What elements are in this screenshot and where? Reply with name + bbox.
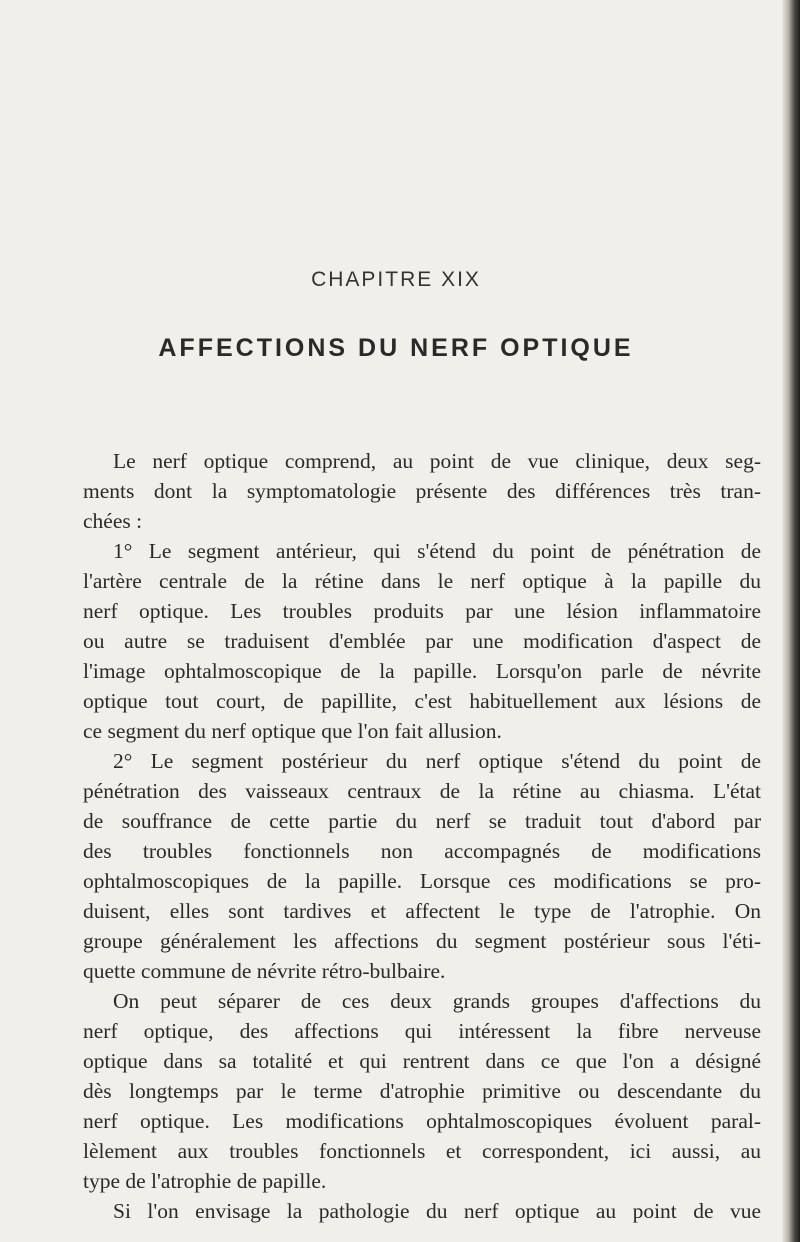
text-line: Le nerf optique comprend, au point de vue clinique, deux seg- — [113, 449, 761, 473]
text-line: pénétration des vaisseaux centraux de la rétine au chiasma. L'état — [83, 779, 761, 803]
text-line: optique dans sa totalité et qui rentrent dans ce que l'on a désigné — [83, 1049, 761, 1073]
text-line: chées : — [83, 509, 143, 533]
text-line: ou autre se traduisent d'emblée par une modification d'aspect de — [83, 629, 761, 653]
text-line: optique tout court, de papillite, c'est habituellement aux lésions de — [83, 689, 761, 713]
text-line: l'image ophtalmoscopique de la papille. Lorsqu'on parle de névrite — [83, 659, 761, 683]
text-line: nerf optique. Les troubles produits par une lésion inflammatoire — [83, 599, 761, 623]
text-line: 1° Le segment antérieur, qui s'étend du point de pénétration de — [113, 539, 761, 563]
text-line: de souffrance de cette partie du nerf se traduit tout d'abord par — [83, 809, 761, 833]
text-line: 2° Le segment postérieur du nerf optique s'étend du point de — [113, 749, 761, 773]
page-binding-edge — [782, 0, 800, 1242]
text-line: des troubles fonctionnels non accompagnés de modifications — [83, 839, 761, 863]
text-line: type de l'atrophie de papille. — [83, 1169, 327, 1193]
chapter-title: AFFECTIONS DU NERF OPTIQUE — [158, 334, 634, 362]
text-line: nerf optique. Les modifications ophtalmoscopiques évoluent paral- — [83, 1109, 761, 1133]
text-line: ophtalmoscopiques de la papille. Lorsque ces modifications se pro- — [83, 869, 761, 893]
text-line: Si l'on envisage la pathologie du nerf optique au point de vue — [113, 1199, 761, 1223]
text-line: ce segment du nerf optique que l'on fait allusion. — [83, 719, 502, 743]
text-line: l'artère centrale de la rétine dans le nerf optique à la papille du — [83, 569, 761, 593]
chapter-heading: CHAPITRE XIX — [311, 268, 481, 291]
text-line: ments dont la symptomatologie présente des différences très tran- — [83, 479, 761, 503]
text-line: groupe généralement les affections du segment postérieur sous l'éti- — [83, 929, 761, 953]
text-line: lèlement aux troubles fonctionnels et correspondent, ici aussi, au — [83, 1139, 761, 1163]
text-line: dès longtemps par le terme d'atrophie primitive ou descendante du — [83, 1079, 761, 1103]
text-line: quette commune de névrite rétro-bulbaire. — [83, 959, 446, 983]
text-line: nerf optique, des affections qui intéressent la fibre nerveuse — [83, 1019, 761, 1043]
text-line: duisent, elles sont tardives et affectent le type de l'atrophie. On — [83, 899, 761, 923]
text-line: On peut séparer de ces deux grands groupes d'affections du — [113, 989, 761, 1013]
